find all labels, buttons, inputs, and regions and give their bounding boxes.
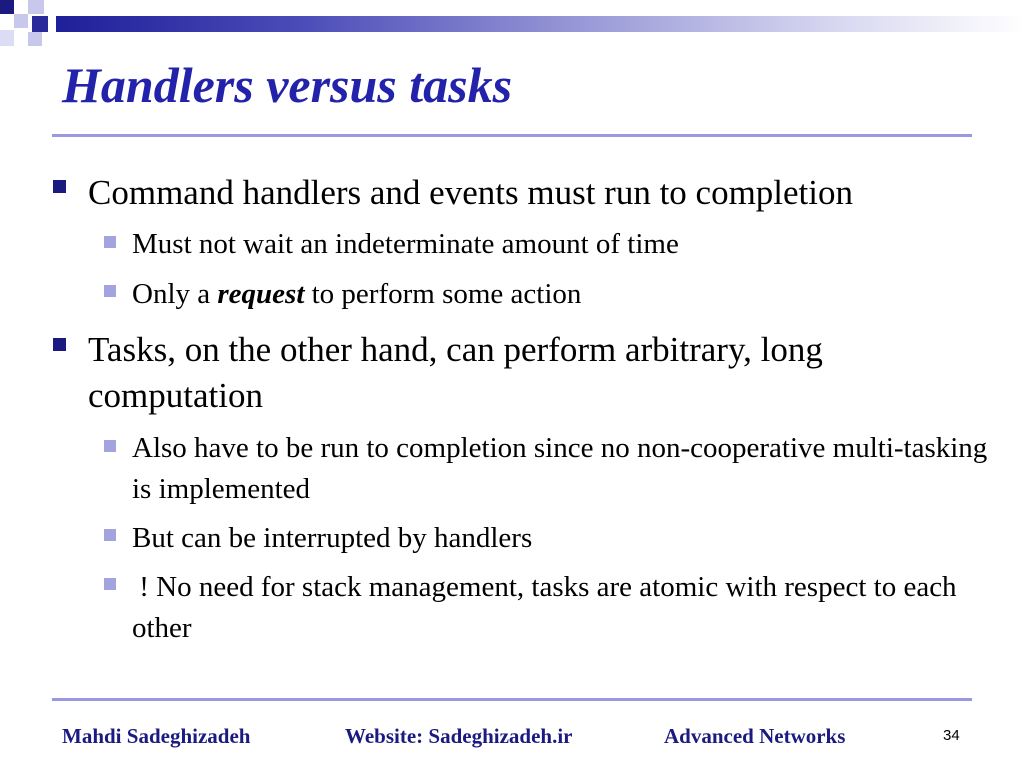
footer-rule (52, 698, 972, 701)
bullet-1-text: Command handlers and events must run to completion (88, 173, 854, 212)
page-number: 34 (943, 727, 960, 744)
sub-2-after: to perform some action (304, 278, 582, 310)
sub-bullet-square (104, 440, 116, 452)
bullet-2-text: Tasks, on the other hand, can perform arbitrary, long computation (88, 330, 823, 415)
decor-square-dark-2 (32, 16, 48, 32)
footer-website: Website: Sadeghizadeh.ir (345, 724, 573, 748)
bullet-2-sub-2-text: But can be interrupted by handlers (132, 522, 533, 554)
sub-bullet-square (104, 529, 116, 541)
footer-course: Advanced Networks (664, 724, 846, 748)
title-rule (52, 134, 972, 137)
sub-bullet-square (104, 236, 116, 248)
sub-bullet-square (104, 285, 116, 297)
sub-2-before: Only a (132, 278, 218, 310)
decor-square-dark-1 (0, 0, 14, 14)
decor-square-light-2 (14, 14, 28, 28)
bullet-square (53, 338, 66, 351)
bullet-1-sub-2-text (132, 274, 1012, 315)
slide-title: Handlers versus tasks (62, 57, 513, 113)
bullet-2-sub-3-text: ! No need for stack management, tasks are atomic with respect to each other (132, 571, 964, 644)
footer-author: Mahdi Sadeghizadeh (62, 724, 251, 748)
bullet-1-sub-1-text: Must not wait an indeterminate amount of time (132, 228, 679, 260)
header-gradient-bar (56, 16, 1024, 32)
bullet-square (53, 180, 66, 193)
sub-bullet-square (104, 578, 116, 590)
header-decoration (0, 0, 1024, 48)
decor-square-light-1 (28, 0, 44, 14)
emphasis-request: request (217, 278, 305, 310)
decor-square-light-3 (0, 30, 14, 46)
bullet-2-sub-1-text: Also have to be run to completion since no non-cooperative multi-tasking is implemented (132, 432, 988, 505)
decor-square-light-4 (28, 32, 42, 46)
